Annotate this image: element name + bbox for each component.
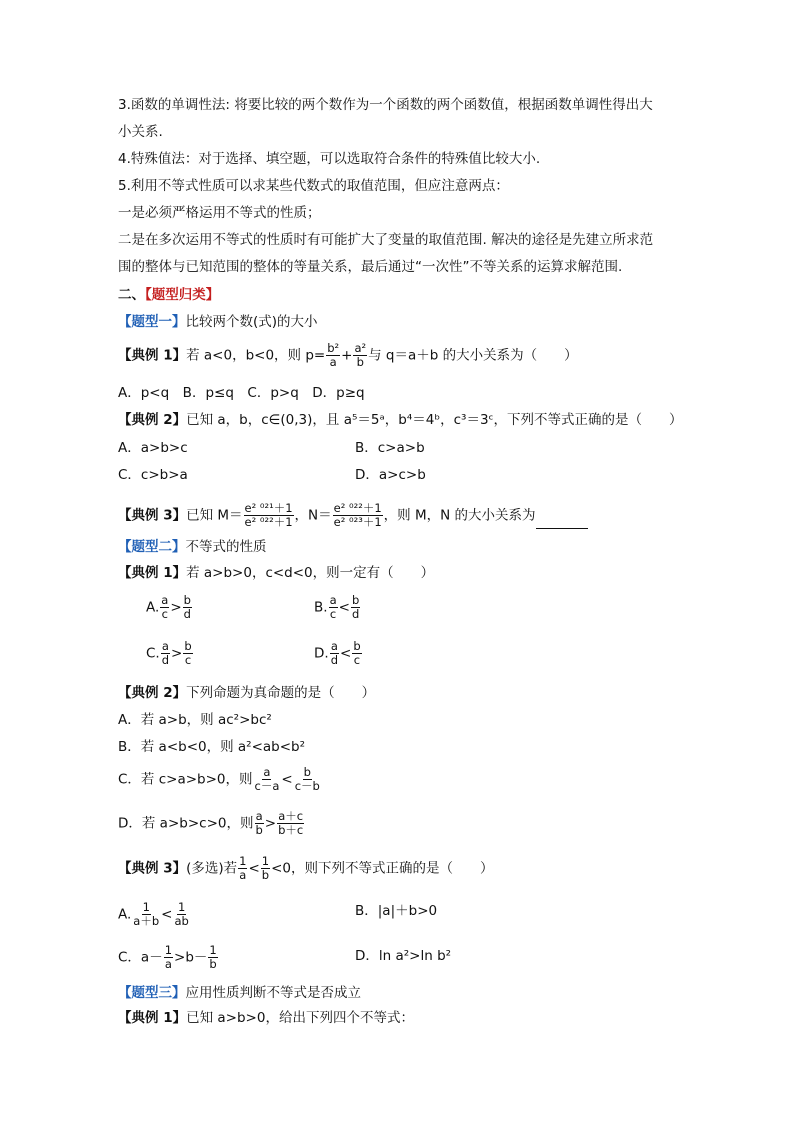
fraction — [208, 944, 217, 971]
operator: > — [264, 815, 277, 832]
section-prefix: 二、 — [118, 287, 145, 303]
frac-den: b＋c — [278, 823, 304, 837]
fraction — [244, 502, 294, 529]
fraction — [326, 342, 340, 369]
ex-text: 若 a>b>0，c<d<0，则一定有（ ） — [186, 565, 435, 581]
frac-num: a — [329, 593, 337, 607]
frac-num: b — [183, 593, 191, 607]
type-2-example-2 — [118, 683, 375, 703]
option-a — [146, 594, 193, 621]
ex-post: ，则 M，N 的大小关系为 — [383, 507, 536, 524]
option-text: C．若 c>a>b>0，则 — [118, 771, 253, 788]
option-c — [118, 944, 219, 971]
frac-den: c — [161, 607, 168, 621]
option-d — [314, 640, 363, 667]
fraction — [352, 640, 361, 667]
type-2-example-1 — [118, 563, 434, 583]
ex-text: 已知 a，b，c∈(0,3)，且 a⁵＝5ᵃ，b⁴＝4ᵇ，c³＝3ᶜ，下列不等式正确的是（ ） — [186, 412, 683, 428]
operator: < — [161, 906, 173, 923]
point-2-line2: 围的整体与已知范围的整体的等量关系，最后通过“一次性”不等关系的运算求解范围. — [118, 259, 623, 275]
fraction — [160, 594, 169, 621]
ex-cond: a<0，b<0，则 — [203, 347, 306, 364]
option-a: A．a>b>c — [118, 440, 188, 456]
option-text: >b－ — [174, 949, 208, 966]
frac-num: a — [161, 639, 169, 653]
frac-den: b — [261, 868, 270, 882]
operator: < — [338, 599, 350, 616]
frac-den: a — [329, 355, 337, 369]
frac-den: d — [161, 653, 170, 667]
type-1-example-3 — [118, 502, 588, 529]
frac-num: 1 — [177, 900, 186, 914]
operator: > — [170, 599, 182, 616]
fraction — [333, 502, 383, 529]
option-label: D. — [314, 645, 329, 662]
frac-den: d — [351, 607, 360, 621]
section-title: 【题型归类】 — [145, 287, 220, 303]
frac-den: c－a — [254, 779, 280, 793]
frac-num: a — [263, 765, 271, 779]
frac-num: 1 — [209, 943, 217, 957]
frac-den: c — [353, 653, 361, 667]
fraction — [238, 855, 247, 882]
plus-sign: + — [341, 347, 353, 364]
frac-num: b — [184, 639, 192, 653]
type-3-heading — [118, 983, 361, 1003]
option-a — [118, 901, 191, 928]
fraction — [254, 810, 263, 837]
option-label: C. — [146, 645, 160, 662]
type-1-heading — [118, 312, 318, 332]
ex-text: 已知 a>b>0，给出下列四个不等式： — [186, 1010, 414, 1026]
item-4: 4.特殊值法：对于选择、填空题，可以选取符合条件的特殊值比较大小. — [118, 151, 541, 167]
option-b: B．c>a>b — [355, 440, 425, 456]
frac-num: 1 — [239, 854, 247, 868]
example-tag: 【典例 1】 — [118, 565, 187, 581]
frac-den: a — [164, 957, 172, 971]
fraction — [261, 855, 270, 882]
type-1-tag: 【题型一】 — [118, 314, 186, 330]
answer-blank[interactable] — [536, 514, 588, 529]
fraction — [294, 766, 321, 793]
type-1-example-2 — [118, 410, 683, 430]
fraction — [330, 640, 339, 667]
type-2-title: 不等式的性质 — [185, 539, 267, 555]
frac-den: b — [356, 355, 364, 369]
fraction — [173, 901, 189, 928]
frac-num: a — [330, 639, 338, 653]
option-b: B．|a|＋b>0 — [355, 903, 438, 919]
option-text: D．若 a>b>c>0，则 — [118, 815, 254, 832]
item-3-line1: 3.函数的单调性法: 将要比较的两个数作为一个函数的两个函数值，根据函数单调性得出大 — [118, 97, 653, 113]
item-3-line2: 小关系. — [118, 124, 163, 140]
fraction — [183, 594, 192, 621]
frac-den: c — [184, 653, 192, 667]
option-label: A. — [118, 906, 132, 923]
fraction — [132, 901, 160, 928]
item-5: 5.利用不等式性质可以求某些代数式的取值范围，但应注意两点： — [118, 178, 509, 194]
ex-text: 下列命题为真命题的是（ ） — [186, 685, 376, 701]
fraction — [254, 766, 281, 793]
example-tag: 【典例 3】 — [118, 860, 187, 877]
type-1-example-1 — [118, 342, 578, 369]
fraction — [351, 594, 360, 621]
frac-num: a＋c — [278, 809, 304, 823]
example-tag: 【典例 2】 — [118, 685, 187, 701]
frac-num: e² ⁰²²＋1 — [333, 501, 382, 515]
frac-den: d — [183, 607, 191, 621]
type-2-heading — [118, 537, 267, 557]
frac-num: 1 — [164, 943, 173, 957]
frac-den: d — [330, 653, 338, 667]
type-1-title: 比较两个数(式)的大小 — [185, 314, 318, 330]
option-d: D．ln a²>ln b² — [355, 948, 452, 964]
example-tag: 【典例 3】 — [118, 507, 187, 524]
example-tag: 【典例 1】 — [118, 347, 187, 364]
frac-den: e² ⁰²²＋1 — [244, 515, 293, 529]
frac-den: b — [255, 823, 263, 837]
option-c — [118, 766, 322, 793]
fraction — [164, 944, 173, 971]
frac-num: b — [351, 593, 360, 607]
option-a: A．若 a>b，则 ac²>bc² — [118, 712, 272, 728]
type-2-example-3 — [118, 855, 494, 882]
operator: > — [171, 645, 183, 662]
frac-num: e² ⁰²¹＋1 — [244, 501, 293, 515]
frac-num: b — [303, 765, 311, 779]
frac-den: a — [239, 868, 247, 882]
frac-num: 1 — [261, 854, 270, 868]
example-tag: 【典例 1】 — [118, 1010, 187, 1026]
fraction — [329, 594, 338, 621]
fraction — [183, 640, 192, 667]
operator: < — [281, 771, 293, 788]
type-2-tag: 【题型二】 — [118, 539, 186, 555]
ex-text: 若 — [186, 347, 204, 364]
type-3-tag: 【题型三】 — [118, 985, 186, 1001]
ex-mid: 与 q＝a＋b 的大小关系为（ ） — [368, 347, 578, 364]
fraction — [277, 810, 304, 837]
point-1: 一是必须严格运用不等式的性质； — [118, 205, 321, 221]
ex-post: <0，则下列不等式正确的是（ ） — [271, 860, 494, 877]
type-1-example-1-options: A．p<q B．p≤q C．p>q D．p≥q — [118, 385, 365, 401]
frac-num: 1 — [142, 900, 150, 914]
option-text: C．a－ — [118, 949, 163, 966]
type-3-example-1 — [118, 1008, 414, 1028]
frac-num: a — [161, 593, 169, 607]
option-c — [146, 640, 194, 667]
option-d: D．a>c>b — [355, 467, 426, 483]
frac-den: e² ⁰²³＋1 — [333, 515, 382, 529]
example-tag: 【典例 2】 — [118, 412, 187, 428]
ex-mid: ，N＝ — [294, 507, 332, 524]
operator: < — [248, 860, 260, 877]
option-b — [314, 594, 361, 621]
fraction — [161, 640, 170, 667]
frac-den: b — [209, 957, 217, 971]
frac-den: a＋b — [133, 914, 160, 928]
frac-num: a — [255, 809, 263, 823]
option-d — [118, 810, 305, 837]
frac-num: b² — [327, 341, 340, 355]
option-label: B. — [314, 599, 328, 616]
section-heading — [118, 285, 219, 305]
frac-num: b — [353, 639, 361, 653]
option-label: A. — [146, 599, 160, 616]
type-3-title: 应用性质判断不等式是否成立 — [185, 985, 361, 1001]
option-b: B．若 a<b<0，则 a²<ab<b² — [118, 739, 306, 755]
option-c: C．c>b>a — [118, 467, 188, 483]
operator: < — [340, 645, 352, 662]
ex-pre: 已知 M＝ — [186, 507, 243, 524]
frac-num: a² — [354, 341, 367, 355]
fraction — [353, 342, 367, 369]
point-2-line1: 二是在多次运用不等式的性质时有可能扩大了变量的取值范围. 解决的途径是先建立所求范 — [118, 232, 654, 248]
frac-den: ab — [174, 914, 189, 928]
frac-den: c — [329, 607, 337, 621]
ex-pre: (多选)若 — [186, 860, 238, 877]
frac-den: c－b — [294, 779, 320, 793]
ex-p-eq: p= — [305, 347, 326, 364]
